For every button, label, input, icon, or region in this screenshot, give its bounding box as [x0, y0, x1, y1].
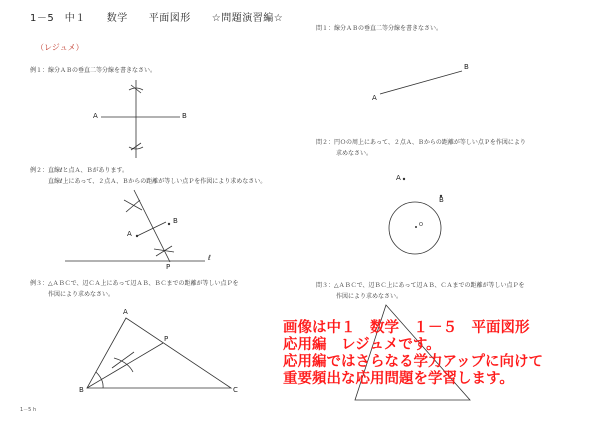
label-a: A	[127, 230, 132, 238]
example-2-figure	[65, 190, 205, 262]
label-o: O	[419, 222, 423, 228]
point-b	[168, 223, 170, 225]
page-subtitle: （レジュメ）	[36, 43, 84, 52]
label-a: A	[123, 308, 128, 316]
question-1-segment	[380, 71, 462, 94]
question-3-text: 問３：△ＡＢＣで、辺ＢＣ上にあって辺ＡＢ、ＣＡまでの距離が等しい点Ｐを	[316, 282, 525, 289]
arc-mark	[112, 352, 134, 368]
point-a	[136, 235, 138, 237]
question-2-text: 問２：円Ｏの周上にあって、２点Ａ、Ｂからの距離が等しい点Ｐを作図により	[316, 139, 526, 146]
overlay-line-3: 応用編ではさらなる学力アップに向けて	[283, 354, 543, 370]
point-a	[403, 178, 405, 180]
overlay-line-2: 応用編 レジュメです。	[283, 337, 441, 353]
arc-mark	[124, 200, 142, 212]
segment-ab-2	[137, 222, 166, 236]
triangle-abc	[87, 318, 231, 388]
example-3-text-line2: 作図により求めなさい。	[48, 291, 115, 298]
arc-mark	[96, 372, 103, 388]
example-3-text: 例３：△ＡＢＣで、辺ＣＡ上にあって辺ＡＢ、ＢＣまでの距離が等しい点Ｐを	[30, 280, 239, 287]
example-3-figure	[87, 318, 231, 388]
question-2-text-line2: 求めなさい。	[336, 150, 373, 157]
example-1-figure	[101, 80, 180, 158]
label-b: B	[439, 196, 444, 204]
example-2-text-line2: 直線ℓ上にあって、２点Ａ、Ｂからの距離が等しい点Ｐを作図により求めなさい。	[48, 178, 267, 185]
question-3-text-line2: 作図により求めなさい。	[336, 293, 403, 300]
overlay-line-1: 画像は中１ 数学 １－５ 平面図形	[283, 320, 530, 336]
center-o	[415, 226, 417, 228]
arc-mark	[154, 246, 174, 256]
angle-bisector	[87, 343, 163, 388]
label-line-l: ℓ	[208, 254, 211, 262]
example-2-text: 例２：直線ℓと点Ａ、Ｂがあります。	[30, 167, 129, 174]
label-b: B	[79, 386, 84, 394]
label-c: C	[233, 386, 238, 394]
page-title: 1－5 中１ 数学 平面図形 ☆問題演習編☆	[30, 13, 284, 24]
label-b: B	[464, 63, 469, 71]
label-b: B	[173, 217, 178, 225]
circle-o	[389, 202, 441, 254]
label-a: A	[372, 94, 377, 102]
page-footer: 1－5 h	[20, 407, 37, 413]
question-1-text: 問１：線分ＡＢの垂直二等分線を書きなさい。	[316, 25, 443, 32]
label-p: P	[166, 263, 171, 271]
label-p: P	[164, 335, 169, 343]
label-b: B	[182, 112, 187, 120]
label-a: A	[396, 174, 401, 182]
overlay-line-4: 重要頻出な応用問題を学習します。	[283, 371, 514, 387]
example-1-text: 例１：線分ＡＢの垂直二等分線を書きなさい。	[30, 67, 157, 74]
label-a: A	[93, 112, 98, 120]
